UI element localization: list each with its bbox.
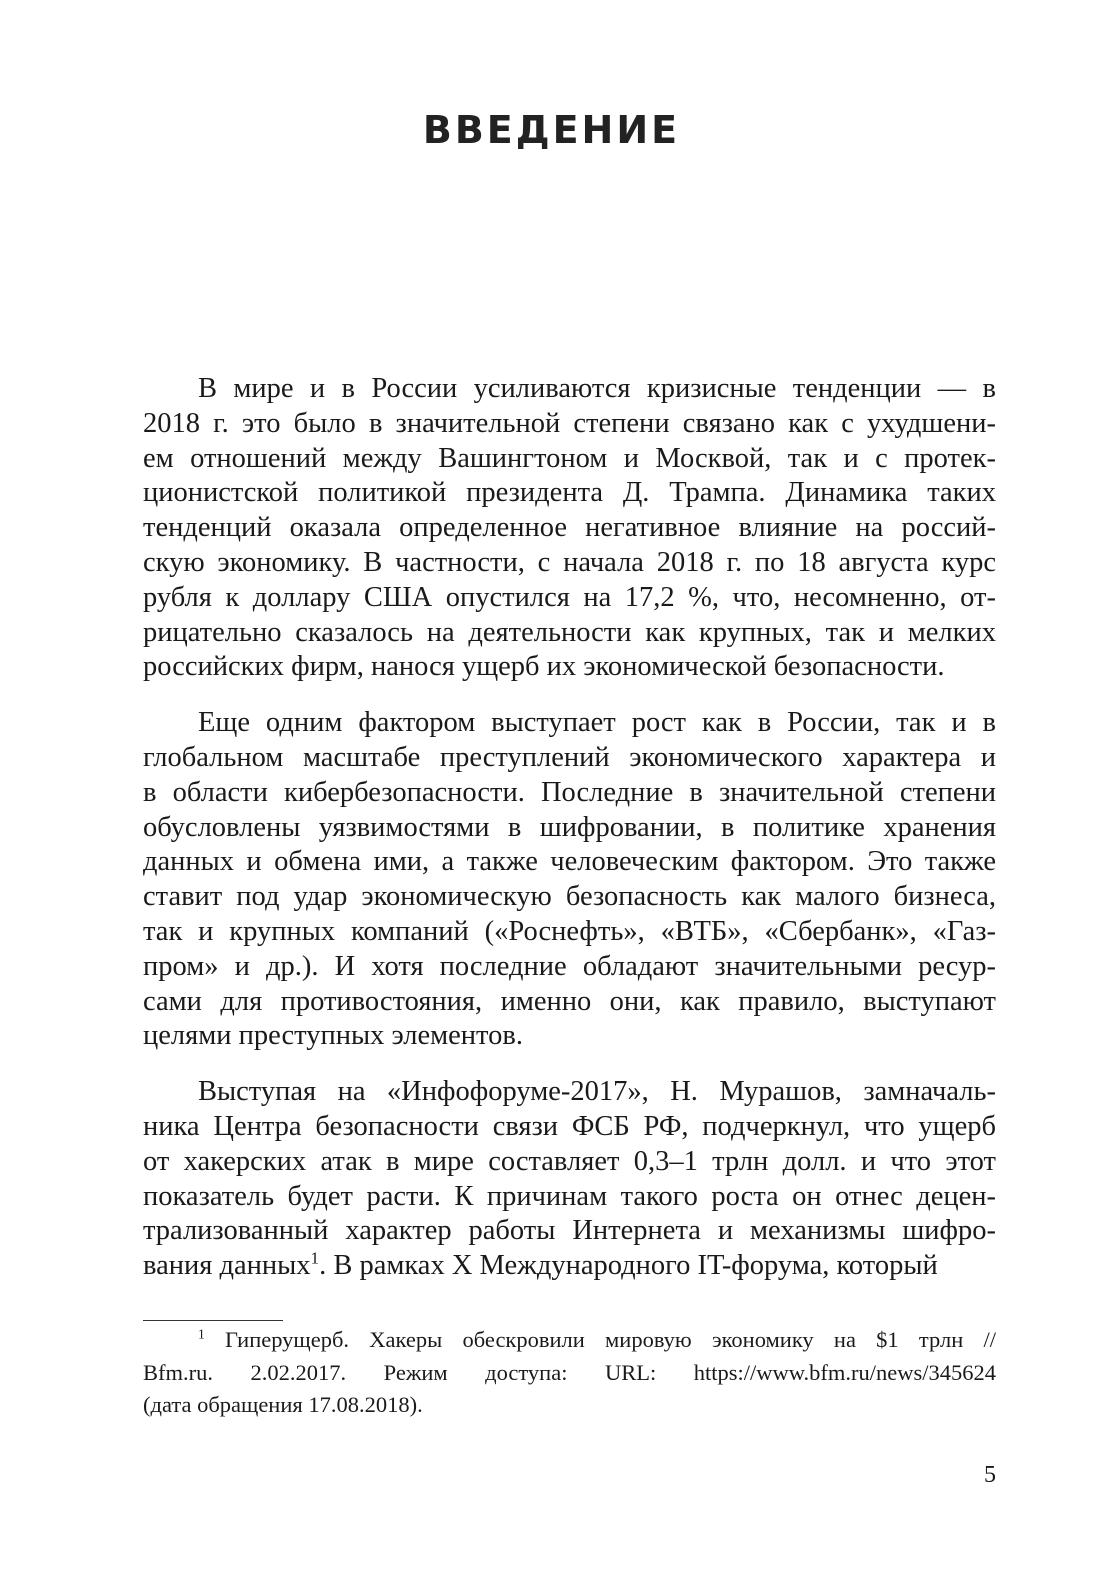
text-fragment: . В рамках X Международного IT-форума, который [319, 1250, 938, 1282]
text-line: ем отношений между Вашингтоном и Москвой, так и с протек- [143, 442, 996, 474]
footnote-marker: 1 [198, 1326, 205, 1342]
text-line: ника Центра безопасности связи ФСБ РФ, подчеркнул, что ущерб [143, 1110, 996, 1142]
footnote-reference[interactable]: 1 [310, 1248, 320, 1268]
chapter-title: ВВЕДЕНИЕ [422, 108, 681, 152]
body-text [143, 372, 996, 1305]
text-line: ставит под удар экономическую безопасность как малого бизнеса, [143, 881, 996, 913]
text-line: рубля к доллару США опустился на 17,2 %, что, несомненно, от- [143, 581, 996, 613]
text-line: В мире и в России усиливаются кризисные тенденции — в [198, 373, 996, 404]
paragraph-3 [143, 1075, 996, 1284]
text-line: рицательно сказалось на деятельности как крупных, так и мелких [143, 616, 996, 648]
text-line: целями преступных элементов. [143, 1020, 523, 1052]
page-number: 5 [984, 1462, 996, 1488]
text-line: сами для противостояния, именно они, как правило, выступают [143, 985, 996, 1017]
text-line: тенденций оказала определенное негативное влияние на россий- [143, 512, 996, 544]
text-line: российских фирм, нанося ущерб их экономической безопасности. [143, 651, 945, 683]
footnote-line: (дата обращения 17.08.2018). [143, 1392, 423, 1417]
footnote-line [143, 1324, 996, 1357]
paragraph-2 [143, 706, 996, 1054]
text-line: в области кибербезопасности. Последние в значительной степени [143, 776, 996, 808]
text-line: показатель будет расти. К причинам такого роста он отнес децен- [143, 1180, 996, 1212]
footnote-separator [143, 1320, 283, 1321]
text-line: обусловлены уязвимостями в шифровании, в политике хранения [143, 811, 996, 843]
text-line: ционистской политикой президента Д. Трампа. Динамика таких [143, 477, 996, 509]
text-line: скую экономику. В частности, с начала 2018 г. по 18 августа курс [143, 546, 996, 578]
text-line: так и крупных компаний («Роснефть», «ВТБ», «Сбербанк», «Газ- [143, 915, 996, 947]
text-line-with-footnote [143, 1249, 996, 1284]
text-fragment: вания данных [143, 1250, 311, 1282]
text-line: 2018 г. это было в значительной степени связано как с ухудшени- [143, 407, 996, 439]
text-line: трализованный характер работы Интернета и механизмы шифро- [143, 1215, 996, 1247]
footnote-line: Bfm.ru. 2.02.2017. Режим доступа: URL: https://www.bfm.ru/news/345624 [143, 1359, 996, 1385]
text-line: глобальном масштабе преступлений экономического характера и [143, 741, 996, 773]
text-line: данных и обмена ими, а также человеческим фактором. Это также [143, 846, 996, 878]
text-line: Еще одним фактором выступает рост как в России, так и в [198, 707, 996, 739]
footnote-text: Гиперущерб. Хакеры обескровили мировую экономику на $1 трлн // [225, 1327, 997, 1352]
paragraph-1 [143, 372, 996, 685]
text-line: Выступая на «Инфофоруме-2017», Н. Мурашов, замначаль- [198, 1076, 996, 1108]
text-line: от хакерских атак в мире составляет 0,3–1 трлн долл. и что этот [143, 1145, 996, 1177]
footnote [143, 1324, 996, 1422]
text-line: пром» и др.). И хотя последние обладают значительными ресур- [143, 950, 996, 982]
